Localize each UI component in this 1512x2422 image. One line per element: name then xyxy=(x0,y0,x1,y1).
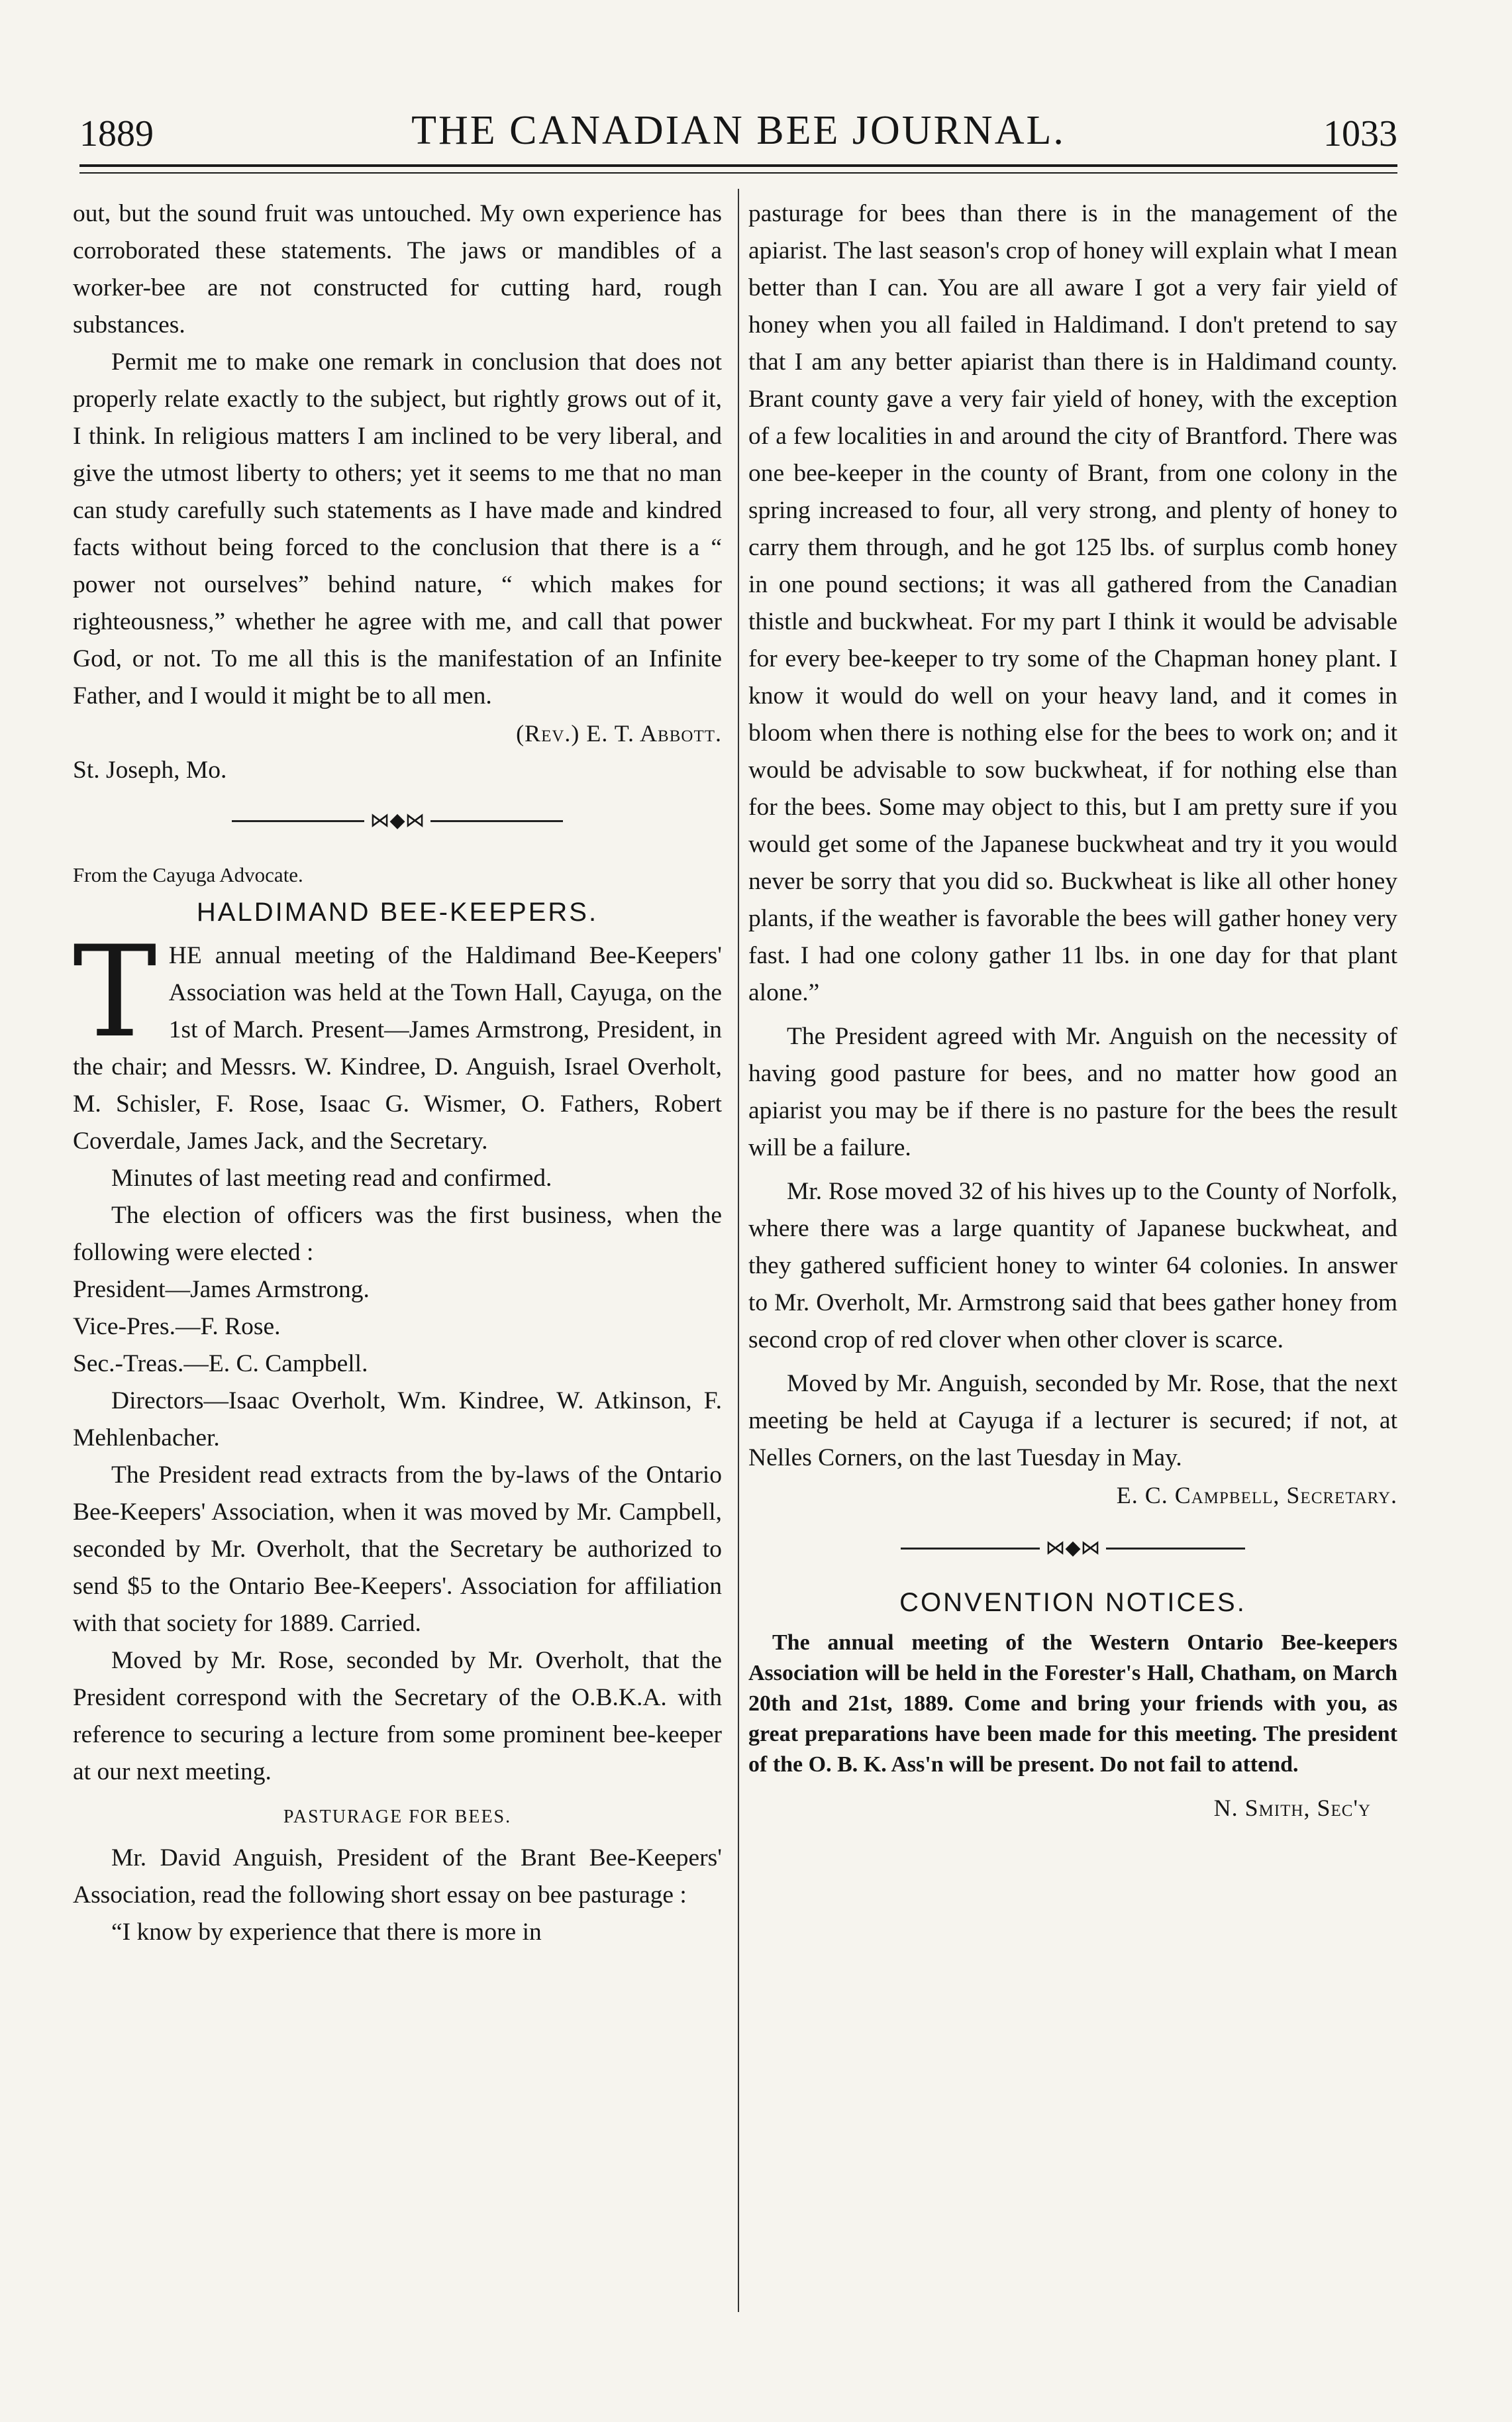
left-column xyxy=(73,195,722,1951)
notice-signature: N. Smith, Sec'y xyxy=(1213,1795,1371,1822)
section-ornament-right: ⋈◆⋈ xyxy=(748,1528,1397,1567)
right-paragraph-1: pasturage for bees than there is in the management of the apiarist. The last season's crop of honey will explain what I mean better than I can. You are all aware I got a very fair yield of honey when you all failed in Haldimand. I don't pretend to say that I am any better apiarist than there is in Haldimand county. Brant county gave a very fair yield of honey, with the exception of a few localities in and around the city of Brantford. There was one bee-keeper in the county of Brant, from one colony in the spring increased to four, all very strong, and plenty of honey to carry them through, and he got 125 lbs. of surplus comb honey in one pound sections; it was all gathered from the Canadian thistle and buckwheat. For my part I think it would be advisable for every bee-keeper to try some of the Chapman honey plant. I know it would do well on your heavy land, and it comes in bloom when there is nothing else for the bees to work on; and it would be advisable to sow buckwheat, if for nothing else than for the bees. Some may object to this, but I am pretty sure if you would get some of the Japanese buckwheat and try it you would never be sorry that you did so. Buckwheat is like all other honey plants, if the weather is favorable the bees will gather honey very fast. I had one colony gather 11 lbs. in one day for that plant alone.” xyxy=(748,200,1397,1006)
page-header xyxy=(79,99,1397,172)
left-paragraph-2: Permit me to make one remark in conclusion that does not properly relate exactly to the subject, but rightly grows out of it, I think. In religious matters I am inclined to be very liberal, and give the utmost liberty to others; yet it seems to me that no man can study carefully such statements as I have made and kindred facts without being forced to the conclusion that there is a “ power not ourselves” behind nature, “ which makes for righteousness,” whether he agree with me, and call that power God, or not. To me all this is the manifestation of an Infinite Father, and I would it might be to all men. xyxy=(73,348,722,710)
left-paragraph-9: “I know by experience that there is more in xyxy=(111,1919,542,1946)
drop-cap: T xyxy=(73,919,157,1066)
header-year: 1889 xyxy=(79,113,154,154)
section-heading-convention: CONVENTION NOTICES. xyxy=(899,1588,1246,1618)
officer-directors: Directors—Isaac Overholt, Wm. Kindree, W. Atkinson, F. Mehlenbacher. xyxy=(73,1387,722,1452)
column-divider xyxy=(738,189,739,2312)
right-column xyxy=(748,195,1397,1826)
left-paragraph-1: out, but the sound fruit was untouched. My own experience has corroborated these statements. The jaws or mandibles of a worker-bee are not constructed for cutting hard, rough substances. xyxy=(73,200,722,339)
source-note: From the Cayuga Advocate. xyxy=(73,863,303,887)
left-paragraph-4: Minutes of last meeting read and confirmed. xyxy=(111,1165,552,1192)
secretary-signature: E. C. Campbell, Secretary. xyxy=(1116,1482,1397,1508)
section-heading-haldimand: HALDIMAND BEE-KEEPERS. xyxy=(196,898,599,927)
officer-secretary: Sec.-Treas.—E. C. Campbell. xyxy=(73,1350,368,1378)
subheading-pasturage: PASTURAGE FOR BEES. xyxy=(283,1807,512,1828)
convention-notice: The annual meeting of the Western Ontario Bee-keepers Association will be held in the Forester's Hall, Chatham, on March 20th and 21st, 1889. Come and bring your friends with you, as great preparations have been made for this meeting. The president of the O. B. K. Ass'n will be present. Do not fail to attend. xyxy=(748,1630,1397,1777)
page-number: 1033 xyxy=(1323,113,1397,154)
section-ornament: ⋈◆⋈ xyxy=(73,801,722,839)
officer-vice-president: Vice-Pres.—F. Rose. xyxy=(73,1313,281,1341)
left-paragraph-3 xyxy=(73,919,722,1160)
right-paragraph-2: The President agreed with Mr. Anguish on the necessity of having good pasture for bees, and no matter how good an apiarist you may be if there is no pasture for the bees the result will be a failure. xyxy=(748,1023,1397,1161)
meeting-intro: HE annual meeting of the Haldimand Bee-Keepers' Association was held at the Town Hall, Cayuga, on the 1st of March. Present—James Armstrong, President, in the chair; and Messrs. W. Kindree, D. Anguish, Israel Overholt, M. Schisler, F. Rose, Isaac G. Wismer, O. Fathers, Robert Coverdale, James Jack, and the Secretary. xyxy=(73,942,722,1155)
left-paragraph-7: Moved by Mr. Rose, seconded by Mr. Overholt, that the President correspond with the Secretary of the O.B.K.A. with reference to securing a lecture from some prominent bee-keeper at our next meeting. xyxy=(73,1647,722,1786)
left-paragraph-5: The election of officers was the first business, when the following were elected : xyxy=(73,1202,722,1267)
header-rule xyxy=(79,164,1397,167)
header-rule-thin xyxy=(79,172,1397,174)
officer-president: President—James Armstrong. xyxy=(73,1276,370,1304)
left-paragraph-6: The President read extracts from the by-laws of the Ontario Bee-Keepers' Association, when it was moved by Mr. Campbell, seconded by Mr. Overholt, that the Secretary be authorized to send $5 to the Ontario Bee-Keepers'. Association for affiliation with that society for 1889. Carried. xyxy=(73,1461,722,1638)
journal-title: THE CANADIAN BEE JOURNAL. xyxy=(411,108,1066,153)
right-paragraph-3: Mr. Rose moved 32 of his hives up to the County of Norfolk, where there was a large quantity of Japanese buckwheat, and they gathered sufficient honey to winter 64 colonies. In answer to Mr. Overholt, Mr. Armstrong said that bees gather honey from second crop of red clover when other clover is scarce. xyxy=(748,1178,1397,1353)
left-paragraph-8: Mr. David Anguish, President of the Brant Bee-Keepers' Association, read the following short essay on bee pasturage : xyxy=(73,1844,722,1909)
author-place: St. Joseph, Mo. xyxy=(73,757,227,784)
right-paragraph-4: Moved by Mr. Anguish, seconded by Mr. Rose, that the next meeting be held at Cayuga if a lecturer is secured; if not, at Nelles Corners, on the last Tuesday in May. xyxy=(748,1370,1397,1471)
author-signature: (Rev.) E. T. Abbott. xyxy=(516,720,722,747)
